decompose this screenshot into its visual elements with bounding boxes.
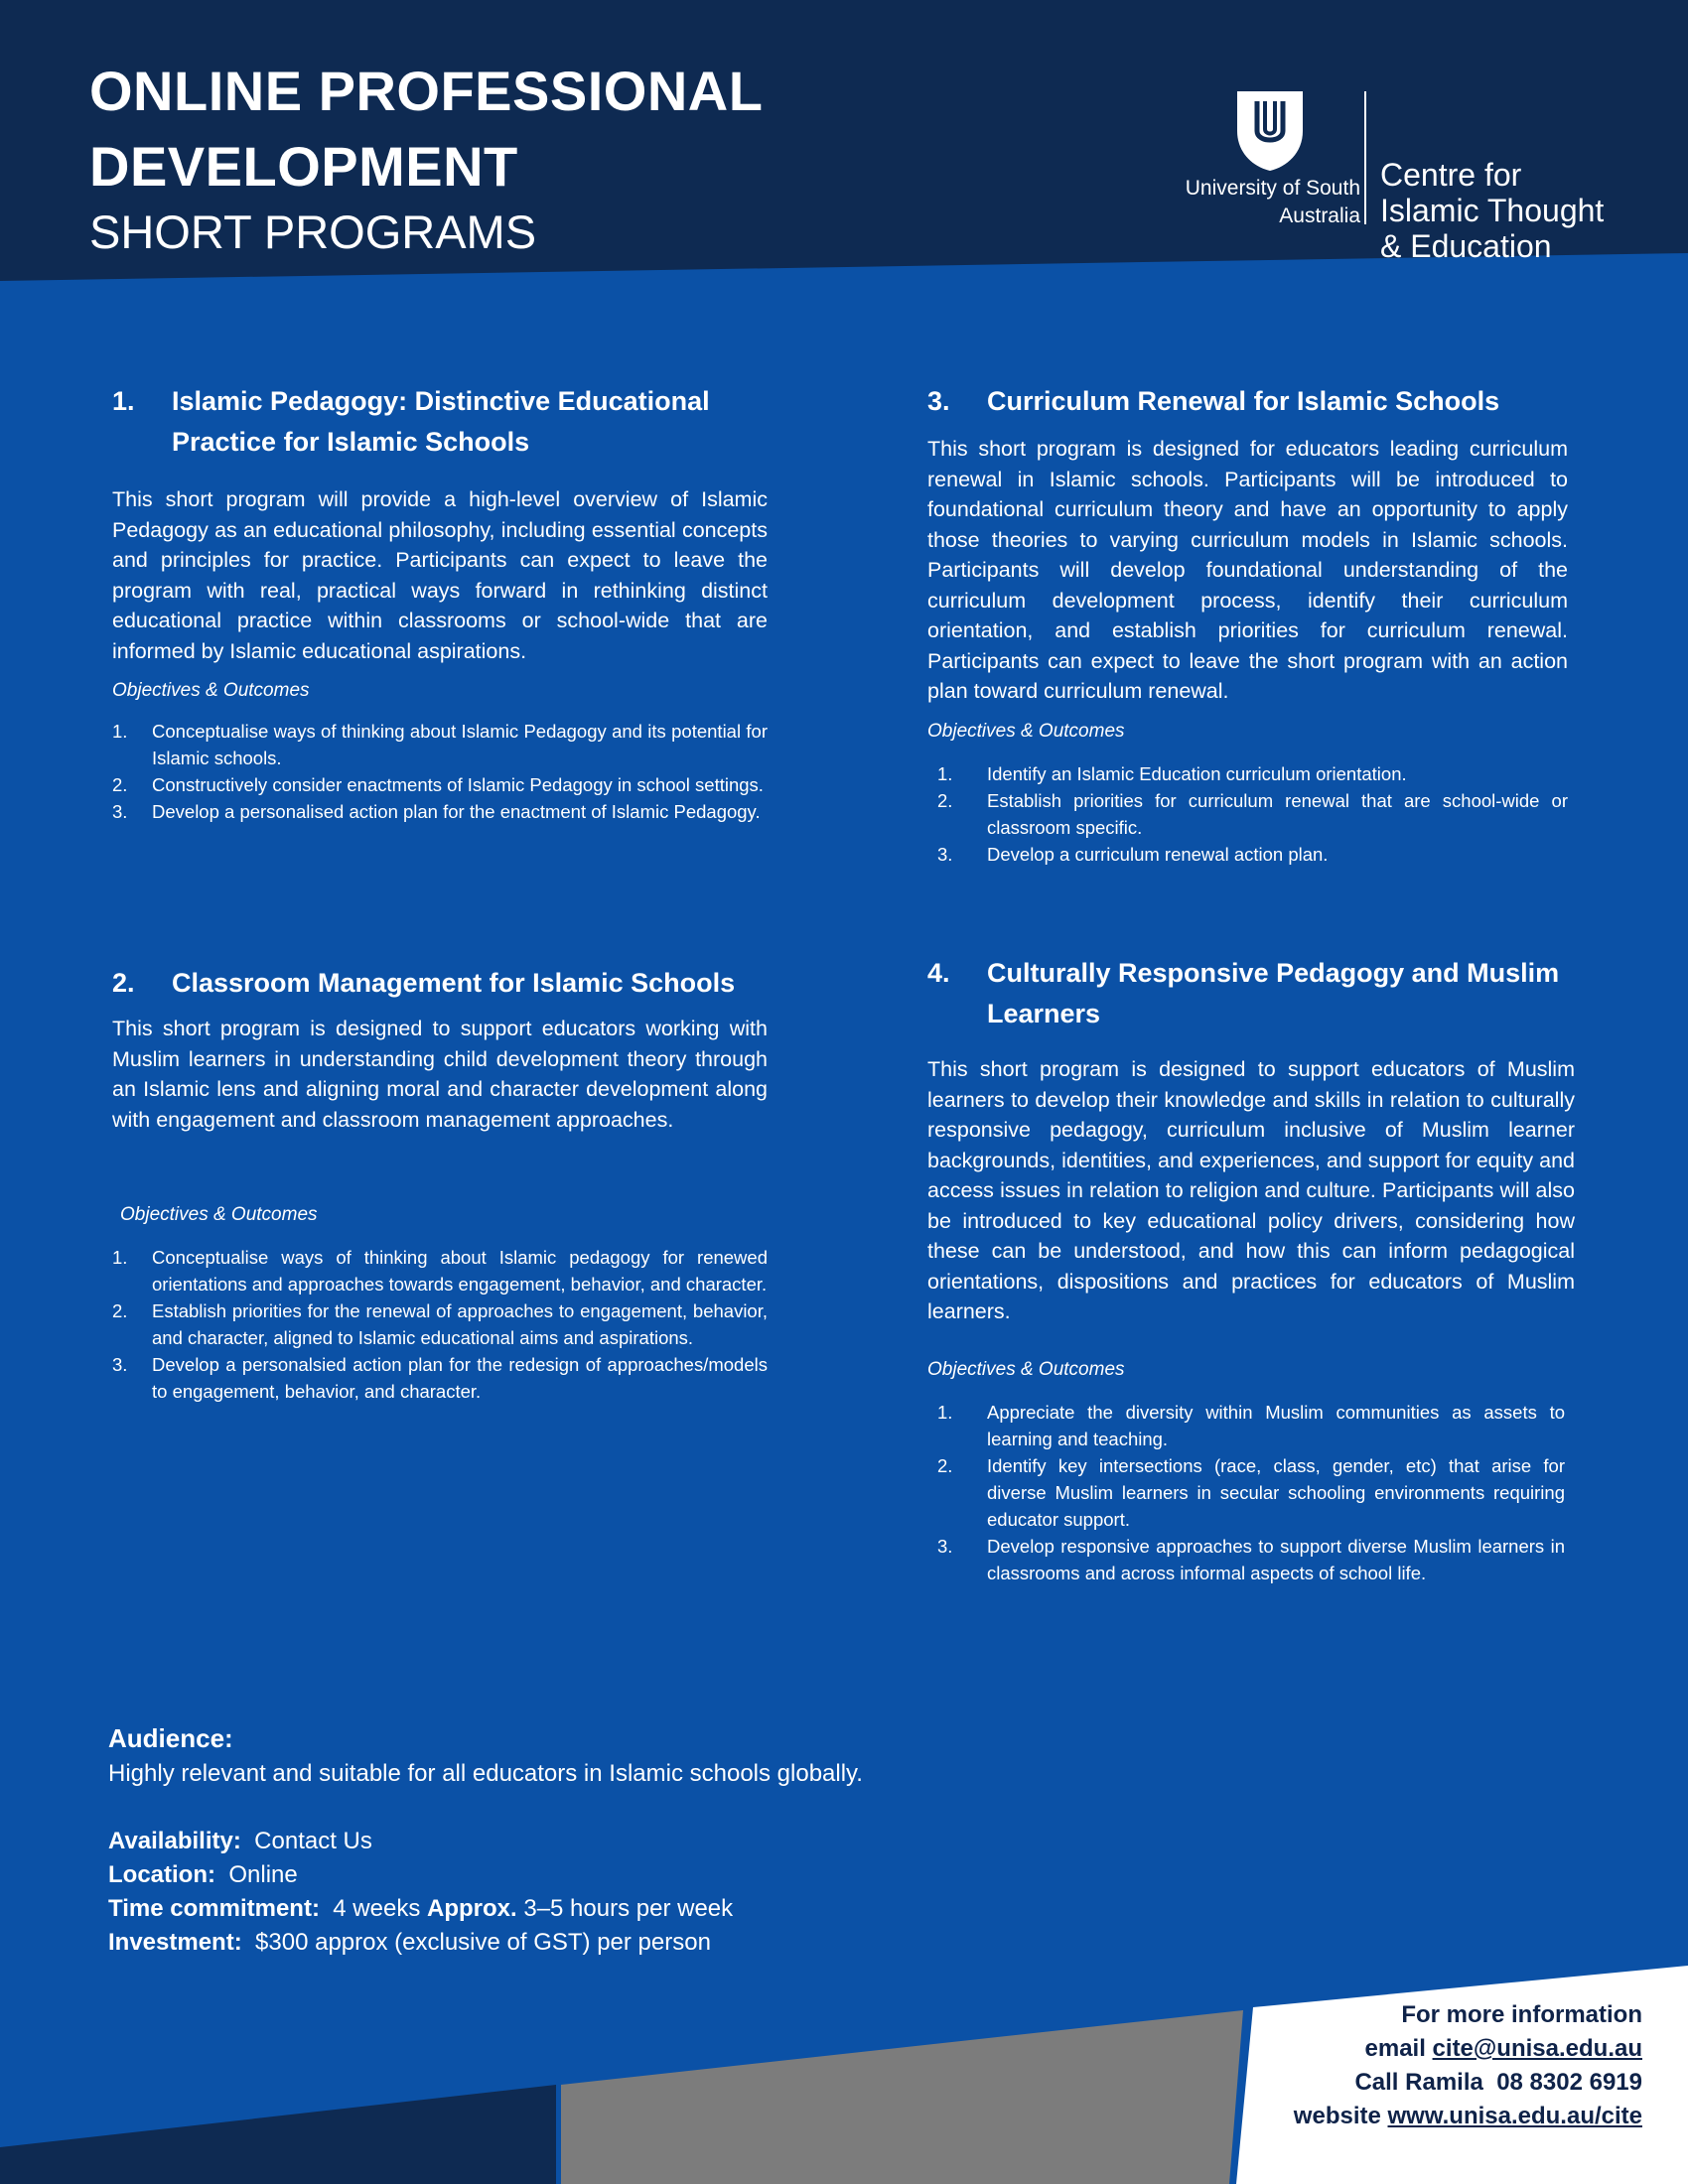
list-item [112,718,768,771]
list-number: 3. [112,1354,128,1375]
section-4 [927,953,1575,1586]
list-item [937,760,1568,787]
section-1 [112,381,768,825]
contact-email-row [1146,2032,1642,2066]
audience-text: Highly relevant and suitable for all educators in Islamic schools globally. [108,1760,863,1787]
list-number: 2. [112,774,128,795]
section-3-heading [927,381,1568,422]
list-text: Identify key intersections (race, class, gender, etc) that arise for diverse Muslim learners in secular schooling environments requiring educator support. [987,1454,1565,1530]
section-4-heading [927,953,1575,1034]
list-text: Develop a curriculum renewal action plan. [987,843,1329,865]
footer-grey-shape [561,2010,1243,2184]
list-item [937,1452,1565,1533]
university-name: University of South Australia [1185,177,1360,227]
section-2-title: Classroom Management for Islamic Schools [172,968,736,998]
section-3-title: Curriculum Renewal for Islamic Schools [987,386,1500,416]
section-2-objectives-heading: Objectives & Outcomes [120,1204,318,1225]
list-text: Develop a personalised action plan for the enactment of Islamic Pedagogy. [152,801,761,822]
list-number: 3. [112,801,128,822]
email-link[interactable]: cite@unisa.edu.au [1432,2035,1642,2062]
call-name: Ramila [1405,2069,1483,2096]
location-value: Online [228,1861,298,1888]
section-1-body: This short program will provide a high-level overview of Islamic Pedagogy as an educational philosophy, including essential concepts and principles for practice. Participants can expect to leave the program with real, practical ways forward in rethinking distinct educational practice within classrooms or school-wide that are informed by Islamic educational aspirations. [112,487,768,663]
email-label: email [1364,2035,1426,2062]
contact-heading: For more information [1401,2001,1642,2028]
university-shield-icon [1233,87,1307,173]
centre-name-text: Centre for Islamic Thought & Education [1380,157,1605,264]
section-2-heading [112,963,768,1004]
list-text: Constructively consider enactments of Islamic Pedagogy in school settings. [152,774,764,795]
list-item [937,787,1568,841]
list-item [937,841,1568,868]
section-3 [927,381,1568,868]
list-text: Conceptualise ways of thinking about Islamic pedagogy for renewed orientations and approaches towards engagement, behavior, and character. [152,1247,768,1295]
list-text: Develop a personalsied action plan for the redesign of approaches/models to engagement, behavior, and character. [152,1354,768,1402]
investment-label: Investment: [108,1929,242,1956]
list-number: 3. [937,843,953,865]
section-1-objectives-heading: Objectives & Outcomes [112,680,310,701]
section-4-title: Culturally Responsive Pedagogy and Muslim Learners [987,958,1560,1028]
availability-row [108,1825,372,1858]
list-text: Establish priorities for curriculum renewal that are school-wide or classroom specific. [987,789,1568,838]
website-label: website [1293,2103,1381,2129]
section-3-body: This short program is designed for educators leading curriculum renewal in Islamic schools. Participants will be introduced to foundational curriculum theory and have an opportunity to apply those theories to varying curriculum models in Islamic schools. Participants will develop foundational understanding of the curriculum development process, identify their curriculum orientation, and establish priorities for curriculum renewal. Participants can expect to leave the short program with an action plan toward curriculum renewal. [927,437,1568,703]
section-1-title: Islamic Pedagogy: Distinctive Educational Practice for Islamic Schools [172,386,710,457]
section-3-objectives [927,760,1568,868]
footer-navy-shape [0,2085,556,2184]
section-2 [112,963,768,1405]
location-row [108,1858,298,1892]
list-number: 1. [937,762,953,784]
section-2-objectives [112,1244,768,1405]
phone-number: 08 8302 6919 [1496,2069,1642,2096]
list-item [112,798,768,825]
list-number: 3. [937,1535,953,1557]
section-2-number: 2. [112,968,135,998]
list-number: 2. [937,789,953,811]
section-3-number: 3. [927,386,950,416]
list-item [937,1399,1565,1452]
list-number: 1. [937,1401,953,1423]
location-label: Location: [108,1861,215,1888]
list-text: Appreciate the diversity within Muslim communities as assets to learning and teaching. [987,1401,1565,1449]
section-4-objectives [927,1399,1565,1586]
list-item [112,1297,768,1351]
time-value: 4 weeks [333,1895,421,1922]
availability-label: Availability: [108,1828,241,1854]
list-text: Develop responsive approaches to support diverse Muslim learners in classrooms and across informal aspects of school life. [987,1535,1565,1583]
audience-label: Audience: [108,1723,233,1753]
investment-row [108,1926,711,1960]
section-1-number: 1. [112,386,135,416]
contact-phone-row [1146,2066,1642,2100]
time-row [108,1892,733,1926]
time-label: Time commitment: [108,1895,320,1922]
list-number: 1. [112,1247,128,1268]
investment-value: $300 approx (exclusive of GST) per person [255,1929,711,1956]
approx-label: Approx. [427,1895,517,1922]
section-1-heading [112,381,768,463]
contact-website-row [1146,2100,1642,2133]
availability-value: Contact Us [254,1828,372,1854]
list-item [112,1351,768,1405]
list-text: Identify an Islamic Education curriculum orientation. [987,762,1407,784]
approx-value: 3–5 hours per week [523,1895,734,1922]
list-item [112,1244,768,1297]
list-number: 1. [112,721,128,742]
list-item [937,1533,1565,1586]
centre-name [1380,157,1628,264]
title-line-3: SHORT PROGRAMS [89,205,537,258]
list-number: 2. [112,1300,128,1321]
list-item [112,771,768,798]
title-line-2: DEVELOPMENT [89,135,518,198]
list-text: Establish priorities for the renewal of approaches to engagement, behavior, and character, aligned to Islamic educational aims and aspirations. [152,1300,768,1348]
title-line-1: ONLINE PROFESSIONAL [89,60,764,122]
list-text: Conceptualise ways of thinking about Islamic Pedagogy and its potential for Islamic schools. [152,721,768,768]
section-4-number: 4. [927,958,950,988]
section-3-objectives-heading: Objectives & Outcomes [927,720,1125,742]
section-4-objectives-heading: Objectives & Outcomes [927,1358,1125,1380]
list-number: 2. [937,1454,953,1476]
section-4-body: This short program is designed to support educators of Muslim learners to develop their knowledge and skills in relation to culturally responsive pedagogy, curriculum inclusive of Muslim learner backgrounds, identities, and experiences, and support for equity and access issues in relation to religion and culture. Participants will also be introduced to key educational policy drivers, considering how these can be understood, and how this can inform pedagogical orientations, dispositions and practices for educators of Muslim learners. [927,1057,1575,1323]
call-label: Call [1354,2069,1399,2096]
website-link[interactable]: www.unisa.edu.au/cite [1387,2103,1642,2129]
section-2-body: This short program is designed to support educators working with Muslim learners in understanding child development theory through an Islamic lens and aligning moral and character development along with engagement and classroom management approaches. [112,1017,768,1132]
section-1-objectives [112,718,768,825]
logo-divider [1364,91,1366,224]
